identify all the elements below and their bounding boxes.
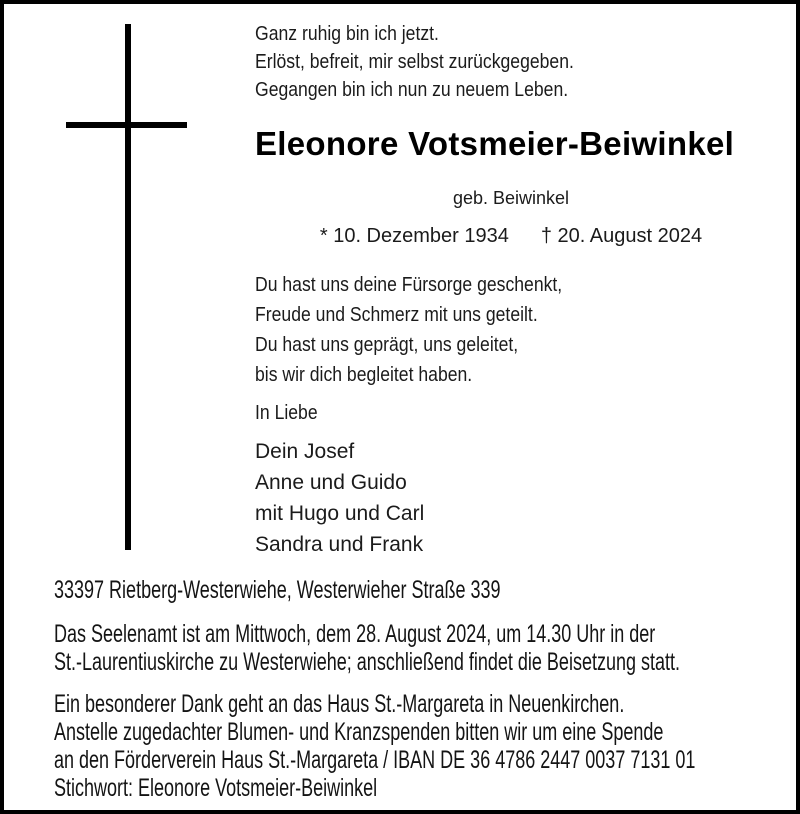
poem-line: Du hast uns geprägt, uns geleitet,	[255, 334, 519, 356]
deceased-name: Eleonore Votsmeier-Beiwinkel	[255, 125, 735, 162]
epigraph-line: Ganz ruhig bin ich jetzt.	[255, 23, 439, 45]
epigraph-line: Erlöst, befreit, mir selbst zurückgegeben.	[255, 51, 574, 73]
notice-main-column	[255, 4, 767, 560]
service-info	[54, 620, 794, 676]
epigraph	[255, 20, 706, 104]
mourners-list	[255, 436, 767, 560]
service-info-line: Das Seelenamt ist am Mittwoch, dem 28. August 2024, um 14.30 Uhr in der	[54, 620, 656, 648]
poem-line: Du hast uns deine Fürsorge geschenkt,	[255, 274, 563, 296]
thanks-line: Stichwort: Eleonore Votsmeier-Beiwinkel	[54, 774, 378, 802]
memorial-poem	[255, 270, 706, 390]
notice-bottom-column	[54, 576, 794, 802]
epigraph-line: Gegangen bin ich nun zu neuem Leben.	[255, 79, 569, 101]
thanks-line: Ein besonderer Dank geht an das Haus St.-Margareta in Neuenkirchen.	[54, 690, 625, 718]
maiden-name: geb. Beiwinkel	[452, 188, 570, 208]
mourner-line: mit Hugo und Carl	[255, 502, 425, 525]
address: 33397 Rietberg-Westerwiehe, Westerwieher Straße 339	[54, 576, 501, 604]
thanks-line: Anstelle zugedachter Blumen- und Kranzspenden bitten wir um eine Spende	[54, 718, 664, 746]
life-dates	[255, 222, 767, 250]
thanks-line: an den Förderverein Haus St.-Margareta / IBAN DE 36 4786 2447 0037 7131 01	[54, 746, 696, 774]
poem-line: bis wir dich begleitet haben.	[255, 364, 473, 386]
closing-phrase: In Liebe	[255, 402, 318, 424]
mourner-line: Sandra und Frank	[255, 533, 424, 556]
poem-line: Freude und Schmerz mit uns geteilt.	[255, 304, 538, 326]
birth-date: * 10. Dezember 1934	[319, 225, 509, 247]
death-date: † 20. August 2024	[540, 225, 703, 247]
mourner-line: Anne und Guido	[255, 471, 407, 494]
cross-icon	[4, 4, 254, 564]
thanks-info	[54, 690, 794, 802]
cross-horizontal-bar	[66, 122, 187, 128]
cross-vertical-bar	[125, 24, 131, 550]
service-info-line: St.-Laurentiuskirche zu Westerwiehe; anschließend findet die Beisetzung statt.	[54, 648, 681, 676]
mourner-line: Dein Josef	[255, 440, 355, 463]
